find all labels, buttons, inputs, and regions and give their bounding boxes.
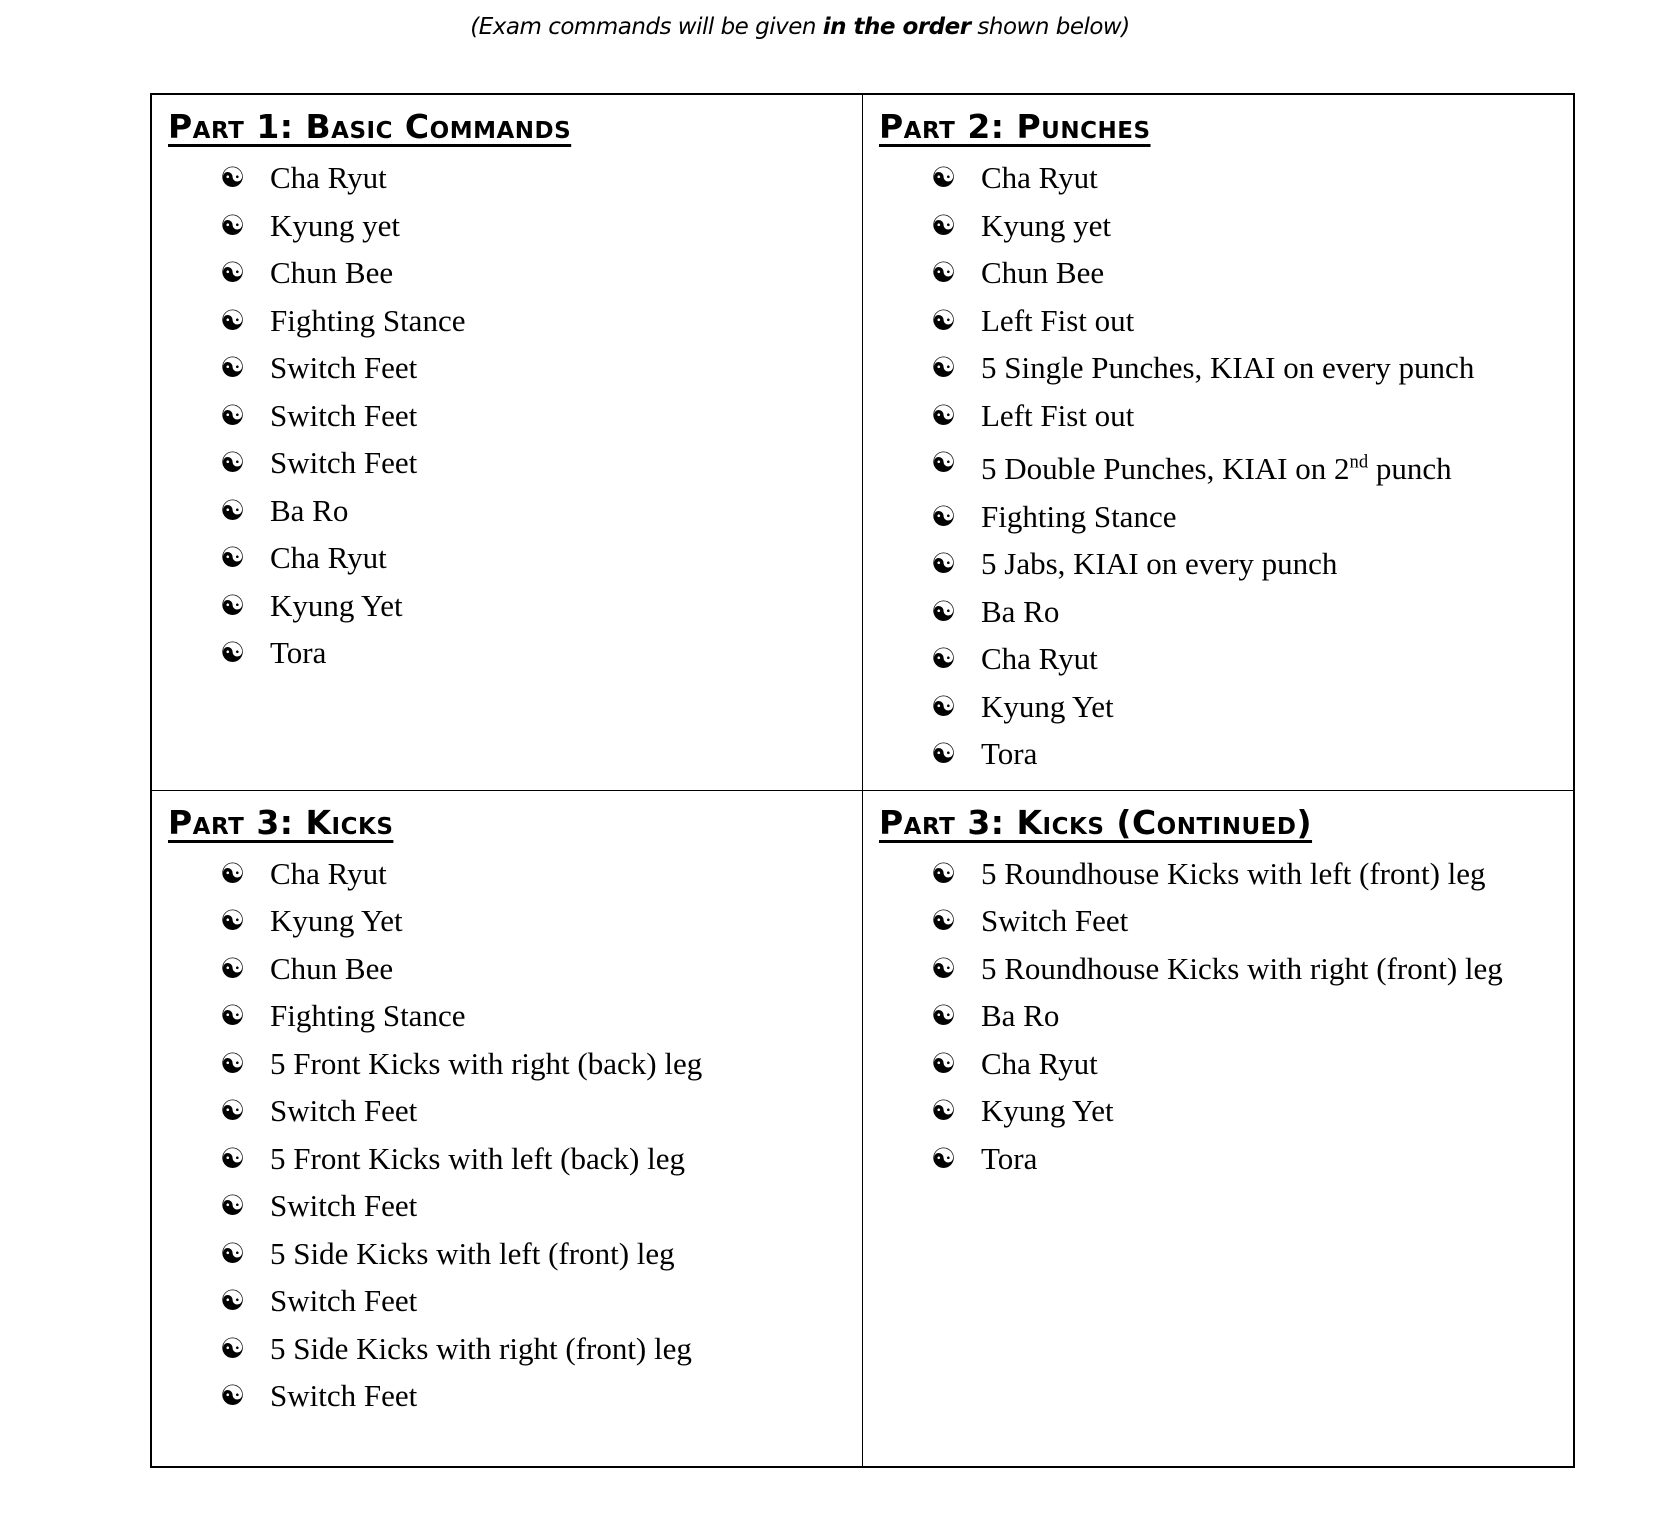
command-item [220, 629, 848, 677]
command-item [931, 392, 1559, 440]
command-item [220, 1182, 848, 1230]
command-text: Fighting Stance [270, 998, 466, 1034]
yin-yang-icon: ☯ [931, 689, 957, 723]
command-text: 5 Jabs, KIAI on every punch [981, 546, 1338, 582]
command-item [220, 850, 848, 898]
command-text: Switch Feet [270, 1378, 418, 1414]
yin-yang-icon: ☯ [931, 303, 957, 337]
yin-yang-icon: ☯ [220, 161, 246, 194]
command-item [931, 992, 1559, 1040]
command-item [931, 202, 1559, 250]
note-emphasis: in the order [822, 14, 971, 40]
command-item [931, 1040, 1559, 1088]
command-item [220, 897, 848, 945]
yin-yang-icon: ☯ [220, 1189, 246, 1223]
yin-yang-icon: ☯ [220, 856, 246, 890]
yin-yang-icon: ☯ [931, 446, 957, 479]
command-text: Switch Feet [270, 397, 418, 433]
yin-yang-icon: ☯ [220, 256, 246, 289]
command-list [879, 154, 1559, 778]
yin-yang-icon: ☯ [220, 446, 246, 479]
command-text: Kyung Yet [981, 688, 1114, 724]
command-item [931, 850, 1559, 898]
command-text: Kyung yet [981, 207, 1112, 243]
command-item [931, 439, 1559, 493]
command-text: Cha Ryut [270, 160, 387, 195]
command-item [220, 1135, 848, 1183]
yin-yang-icon: ☯ [931, 951, 957, 985]
command-item [220, 392, 848, 440]
note-text-end: shown below) [970, 14, 1130, 40]
section-title: Part 1: Basic Commands [168, 107, 572, 146]
command-text: Kyung Yet [270, 903, 403, 939]
yin-yang-icon: ☯ [931, 161, 957, 194]
command-text: Cha Ryut [981, 160, 1098, 195]
yin-yang-icon: ☯ [931, 256, 957, 289]
command-text: Switch Feet [270, 1188, 418, 1224]
yin-yang-icon: ☯ [931, 737, 957, 771]
command-text: Fighting Stance [270, 302, 466, 338]
command-text: Kyung yet [270, 207, 401, 243]
yin-yang-icon: ☯ [220, 398, 246, 432]
command-item [931, 249, 1559, 297]
yin-yang-icon: ☯ [931, 856, 957, 890]
yin-yang-icon: ☯ [220, 1331, 246, 1365]
command-text: Chun Bee [270, 255, 394, 290]
command-text: 5 Roundhouse Kicks with left (front) leg [981, 855, 1486, 891]
command-item [931, 945, 1559, 993]
yin-yang-icon: ☯ [220, 1236, 246, 1270]
command-text: 5 Roundhouse Kicks with right (front) leg [981, 950, 1503, 986]
yin-yang-icon: ☯ [220, 351, 246, 384]
command-item [931, 493, 1559, 541]
command-text: 5 Front Kicks with right (back) leg [270, 1045, 703, 1081]
command-text: Left Fist out [981, 397, 1135, 433]
yin-yang-icon: ☯ [931, 208, 957, 242]
command-item [220, 534, 848, 582]
yin-yang-icon: ☯ [931, 1094, 957, 1128]
yin-yang-icon: ☯ [931, 999, 957, 1033]
yin-yang-icon: ☯ [220, 1046, 246, 1080]
command-item [220, 1325, 848, 1373]
yin-yang-icon: ☯ [931, 904, 957, 938]
command-item [220, 992, 848, 1040]
command-text: Left Fist out [981, 302, 1135, 338]
command-text: Tora [981, 736, 1038, 772]
command-text: Fighting Stance [981, 498, 1177, 534]
command-item [220, 154, 848, 202]
yin-yang-icon: ☯ [931, 547, 957, 581]
yin-yang-icon: ☯ [931, 398, 957, 432]
section-kicks-continued [863, 790, 1575, 1467]
yin-yang-icon: ☯ [220, 541, 246, 574]
command-list [168, 850, 848, 1420]
command-item [931, 588, 1559, 636]
command-item [931, 1087, 1559, 1135]
command-text: 5 Double Punches, KIAI on 2nd punch [981, 451, 1452, 487]
command-item [220, 1230, 848, 1278]
yin-yang-icon: ☯ [220, 588, 246, 622]
command-text: Cha Ryut [270, 855, 387, 891]
yin-yang-icon: ☯ [220, 951, 246, 985]
command-item [931, 344, 1559, 392]
command-item [931, 154, 1559, 202]
command-item [220, 1087, 848, 1135]
yin-yang-icon: ☯ [931, 594, 957, 628]
yin-yang-icon: ☯ [931, 642, 957, 676]
yin-yang-icon: ☯ [220, 303, 246, 337]
command-text: Ba Ro [981, 998, 1060, 1034]
command-text: Tora [981, 1140, 1038, 1176]
yin-yang-icon: ☯ [220, 636, 246, 669]
command-text: Cha Ryut [270, 540, 387, 575]
command-text: Switch Feet [981, 903, 1129, 939]
yin-yang-icon: ☯ [220, 999, 246, 1033]
yin-yang-icon: ☯ [931, 1046, 957, 1080]
command-text: 5 Side Kicks with left (front) leg [270, 1235, 675, 1271]
command-item [931, 540, 1559, 588]
command-item [931, 730, 1559, 778]
yin-yang-icon: ☯ [220, 493, 246, 527]
command-item [220, 1040, 848, 1088]
command-item [220, 202, 848, 250]
yin-yang-icon: ☯ [220, 208, 246, 242]
command-text: Tora [270, 635, 327, 670]
note-text: (Exam commands will be given [470, 14, 823, 40]
command-list [168, 154, 848, 677]
command-text: Switch Feet [270, 1283, 418, 1319]
section-basic-commands [151, 94, 863, 790]
yin-yang-icon: ☯ [220, 1094, 246, 1128]
command-item [220, 439, 848, 487]
command-item [220, 582, 848, 630]
command-item [220, 487, 848, 535]
command-text: Ba Ro [270, 492, 349, 528]
command-text: Ba Ro [981, 593, 1060, 629]
yin-yang-icon: ☯ [220, 1141, 246, 1175]
yin-yang-icon: ☯ [220, 1284, 246, 1318]
command-item [931, 683, 1559, 731]
command-text: 5 Single Punches, KIAI on every punch [981, 350, 1475, 385]
command-text: Switch Feet [270, 350, 418, 385]
command-list [879, 850, 1559, 1183]
yin-yang-icon: ☯ [220, 904, 246, 938]
yin-yang-icon: ☯ [931, 351, 957, 384]
command-text: Switch Feet [270, 1093, 418, 1129]
section-punches [863, 94, 1575, 790]
command-item [931, 297, 1559, 345]
instructions-note [0, 14, 1600, 40]
yin-yang-icon: ☯ [220, 1379, 246, 1413]
command-text: Switch Feet [270, 445, 418, 480]
command-text: Kyung Yet [981, 1093, 1114, 1129]
command-text: Cha Ryut [981, 641, 1098, 677]
command-text: 5 Side Kicks with right (front) leg [270, 1330, 692, 1366]
command-item [220, 249, 848, 297]
command-item [220, 1277, 848, 1325]
command-text: Chun Bee [270, 950, 394, 986]
section-title: Part 2: Punches [879, 107, 1151, 146]
section-kicks [151, 790, 863, 1467]
command-item [931, 635, 1559, 683]
command-item [220, 297, 848, 345]
command-item [220, 945, 848, 993]
command-text: 5 Front Kicks with left (back) leg [270, 1140, 685, 1176]
yin-yang-icon: ☯ [931, 499, 957, 533]
command-item [931, 897, 1559, 945]
section-title: Part 3: Kicks [168, 802, 394, 842]
command-text: Kyung Yet [270, 587, 403, 623]
command-item [931, 1135, 1559, 1183]
yin-yang-icon: ☯ [931, 1141, 957, 1175]
command-text: Chun Bee [981, 255, 1105, 290]
command-text: Cha Ryut [981, 1045, 1098, 1081]
section-title: Part 3: Kicks (Continued) [879, 802, 1313, 842]
command-item [220, 1372, 848, 1420]
command-item [220, 344, 848, 392]
exam-commands-table [150, 93, 1575, 1468]
